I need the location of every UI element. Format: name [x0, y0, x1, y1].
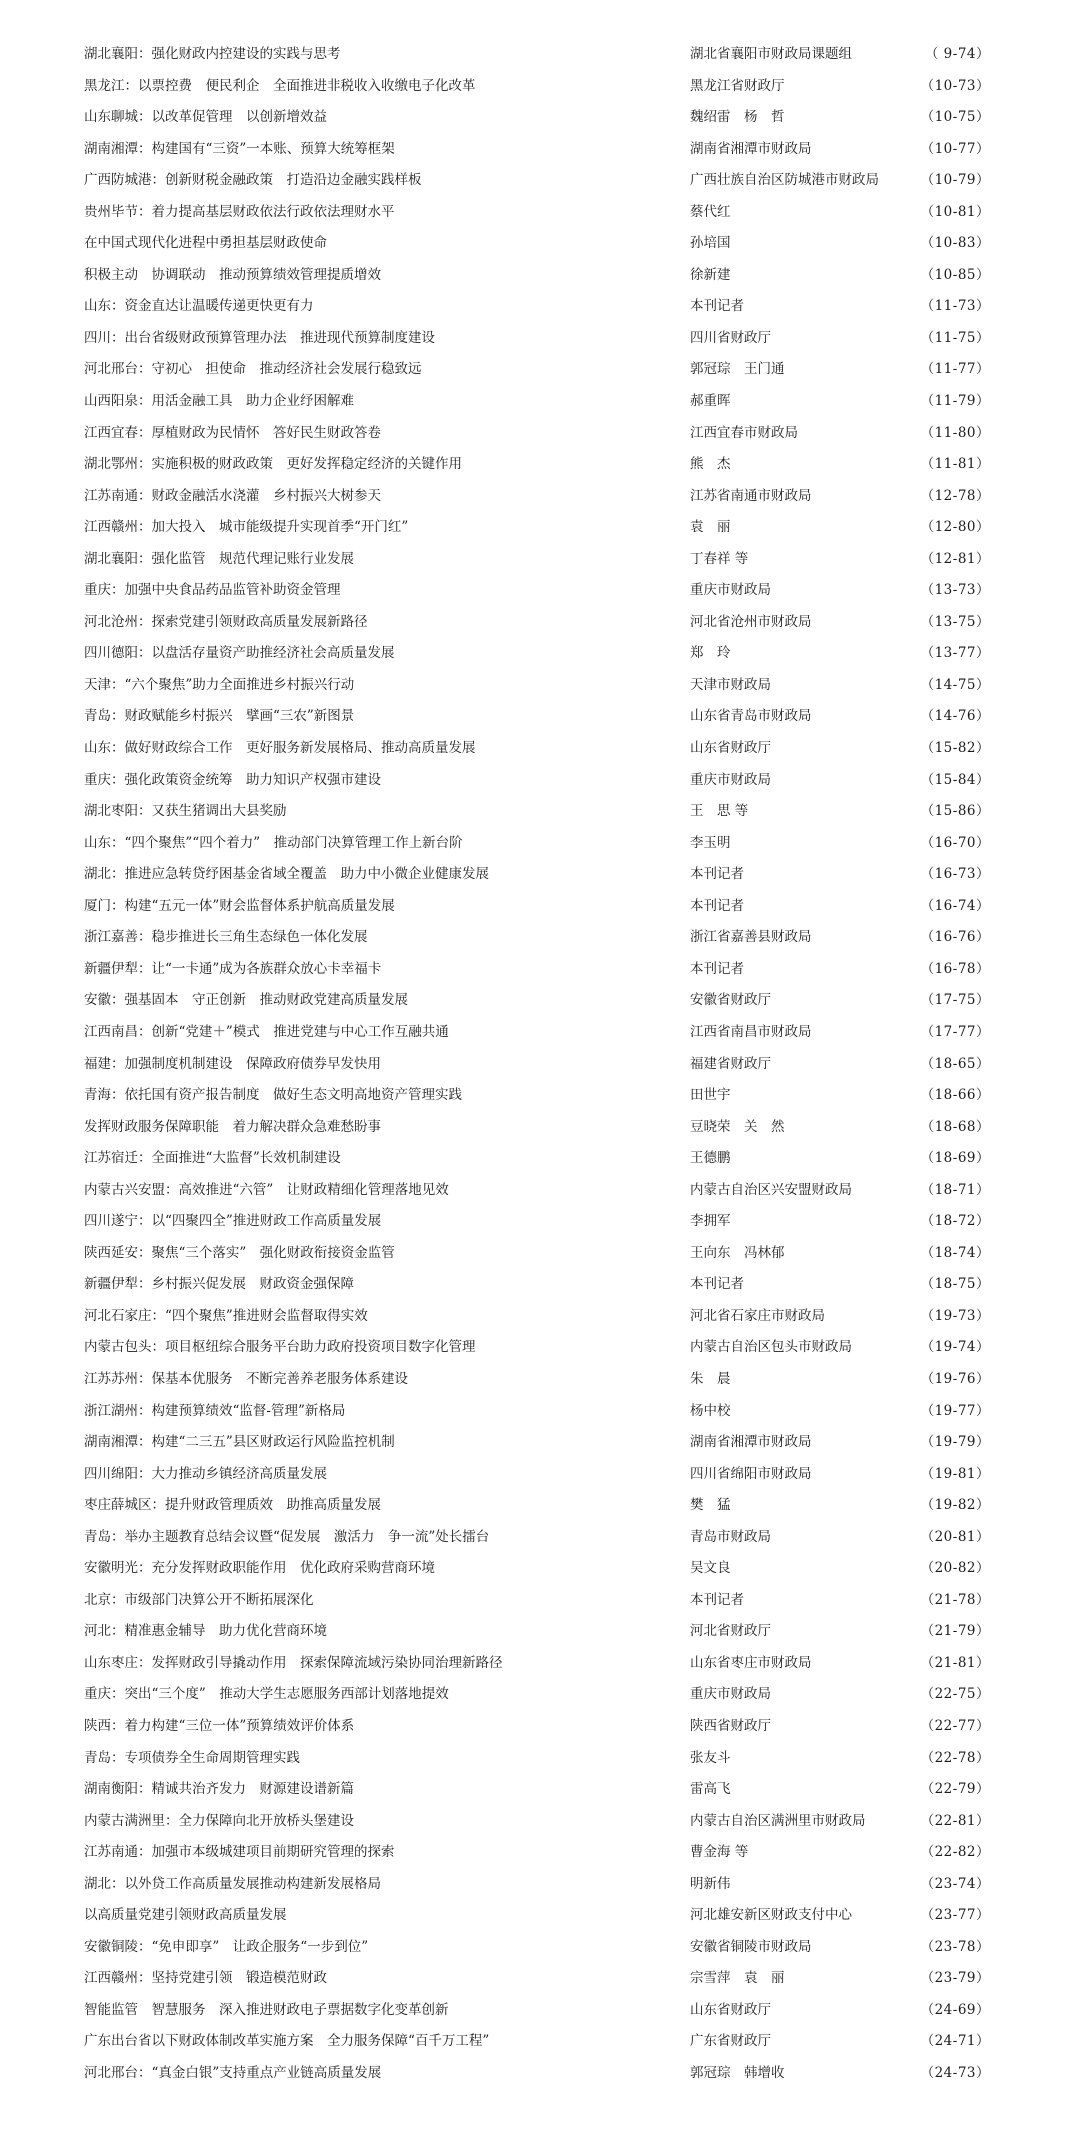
index-entry — [0, 139, 1080, 171]
index-entry — [0, 1716, 1080, 1748]
entry-author: 李拥军 — [690, 1213, 731, 1230]
entry-author: 本刊记者 — [690, 960, 744, 977]
entry-issue-page: （21-79） — [920, 1623, 990, 1640]
entry-issue-page: （11-80） — [920, 424, 990, 441]
entry-title: 安徽：强基固本 守正创新 推动财政党建高质量发展 — [84, 992, 408, 1009]
entry-author: 徐新建 — [690, 266, 731, 283]
entry-author: 魏绍雷 杨 哲 — [690, 109, 785, 126]
entry-title: 湖北襄阳：强化监管 规范代理记账行业发展 — [84, 550, 354, 567]
entry-issue-page: （19-74） — [920, 1339, 990, 1356]
entry-issue-page: （ 9-74） — [924, 46, 990, 62]
entry-issue-page: （16-70） — [920, 834, 990, 851]
index-entry — [0, 1464, 1080, 1496]
index-entry — [0, 1842, 1080, 1874]
entry-author: 曹金海 等 — [690, 1844, 749, 1861]
index-entry — [0, 486, 1080, 518]
index-entry — [0, 265, 1080, 297]
entry-issue-page: （11-77） — [920, 361, 990, 378]
index-entry — [0, 580, 1080, 612]
entry-author: 黑龙江省财政厅 — [690, 77, 785, 94]
index-entry — [0, 1590, 1080, 1622]
entry-title: 陕西延安：聚焦“三个落实” 强化财政衔接资金监管 — [84, 1244, 395, 1261]
entry-author: 山东省枣庄市财政局 — [690, 1654, 812, 1671]
entry-author: 浙江省嘉善县财政局 — [690, 929, 812, 946]
entry-issue-page: （15-86） — [920, 803, 990, 820]
entry-author: 陕西省财政厅 — [690, 1717, 771, 1734]
entry-issue-page: （22-78） — [920, 1749, 990, 1766]
entry-author: 广西壮族自治区防城港市财政局 — [690, 172, 879, 189]
entry-author: 孙培国 — [690, 235, 731, 252]
entry-title: 江西赣州：坚持党建引领 锻造模范财政 — [84, 1970, 327, 1987]
entry-issue-page: （23-78） — [920, 1938, 990, 1955]
entry-author: 江西宜春市财政局 — [690, 424, 798, 441]
entry-author: 本刊记者 — [690, 897, 744, 914]
entry-issue-page: （11-73） — [920, 298, 990, 315]
entry-author: 丁春祥 等 — [690, 550, 749, 567]
entry-title: 新疆伊犁：乡村振兴促发展 财政资金强保障 — [84, 1276, 354, 1293]
entry-author: 重庆市财政局 — [690, 582, 771, 599]
entry-issue-page: （19-73） — [920, 1307, 990, 1324]
entry-title: 安徽明光：充分发挥财政职能作用 优化政府采购营商环境 — [84, 1560, 435, 1577]
index-entry — [0, 549, 1080, 581]
entry-author: 蔡代红 — [690, 203, 731, 220]
entry-title: 新疆伊犁：让“一卡通”成为各族群众放心卡幸福卡 — [84, 960, 382, 977]
entry-author: 朱 晨 — [690, 1370, 731, 1387]
entry-issue-page: （10-81） — [920, 203, 990, 220]
entry-title: 智能监管 智慧服务 深入推进财政电子票据数字化变革创新 — [84, 2001, 449, 2018]
index-entry — [0, 1779, 1080, 1811]
index-entry — [0, 1558, 1080, 1590]
entry-issue-page: （17-75） — [920, 992, 990, 1009]
index-entry — [0, 1937, 1080, 1969]
index-entry — [0, 1148, 1080, 1180]
index-entry — [0, 801, 1080, 833]
entry-issue-page: （22-79） — [920, 1781, 990, 1798]
index-entry — [0, 76, 1080, 108]
index-entry — [0, 990, 1080, 1022]
entry-issue-page: （11-81） — [920, 456, 990, 473]
entry-issue-page: （24-73） — [920, 2065, 990, 2081]
entry-title: 湖南湘潭：构建“二三五”县区财政运行风险监控机制 — [84, 1434, 395, 1451]
entry-issue-page: （11-75） — [920, 329, 990, 346]
entry-title: 内蒙古包头：项目枢纽综合服务平台助力政府投资项目数字化管理 — [84, 1339, 476, 1356]
index-entry — [0, 833, 1080, 865]
entry-author: 郭冠琮 王门通 — [690, 361, 785, 378]
entry-issue-page: （11-79） — [920, 393, 990, 410]
entry-title: 江西南昌：创新“党建＋”模式 推进党建与中心工作互融共通 — [84, 1023, 449, 1040]
entry-author: 王德鹏 — [690, 1150, 731, 1167]
index-entry — [0, 1621, 1080, 1653]
entry-title: 重庆：强化政策资金统筹 助力知识产权强市建设 — [84, 771, 381, 788]
index-entry — [0, 233, 1080, 265]
index-entry — [0, 2063, 1080, 2095]
index-entry — [0, 2031, 1080, 2063]
index-entry — [0, 1022, 1080, 1054]
entry-issue-page: （14-75） — [920, 676, 990, 693]
index-entry — [0, 1117, 1080, 1149]
entry-author: 河北省沧州市财政局 — [690, 613, 812, 630]
index-entry — [0, 896, 1080, 928]
entry-author: 本刊记者 — [690, 1276, 744, 1293]
entry-title: 四川德阳：以盘活存量资产助推经济社会高质量发展 — [84, 645, 395, 662]
entry-title: 青海：依托国有资产报告制度 做好生态文明高地资产管理实践 — [84, 1087, 462, 1104]
entry-title: 江西赣州：加大投入 城市能级提升实现首季“开门红” — [84, 519, 409, 536]
entry-title: 北京：市级部门决算公开不断拓展深化 — [84, 1591, 314, 1608]
index-entry — [0, 1874, 1080, 1906]
entry-author: 重庆市财政局 — [690, 1686, 771, 1703]
entry-title: 湖北鄂州：实施积极的财政政策 更好发挥稳定经济的关键作用 — [84, 456, 462, 473]
entry-title: 山东：“四个聚焦”“四个着力” 推动部门决算管理工作上新台阶 — [84, 834, 463, 851]
entry-author: 内蒙古自治区兴安盟财政局 — [690, 1181, 852, 1198]
index-entry — [0, 2000, 1080, 2032]
index-entry — [0, 1085, 1080, 1117]
entry-title: 陕西：着力构建“三位一体”预算绩效评价体系 — [84, 1717, 355, 1734]
index-entry — [0, 1495, 1080, 1527]
entry-issue-page: （19-76） — [920, 1370, 990, 1387]
entry-title: 河北：精准惠金辅导 助力优化营商环境 — [84, 1623, 327, 1640]
entry-issue-page: （20-82） — [920, 1560, 990, 1577]
index-entry — [0, 328, 1080, 360]
index-entry — [0, 864, 1080, 896]
entry-issue-page: （10-75） — [920, 109, 990, 126]
index-entry — [0, 391, 1080, 423]
entry-title: 积极主动 协调联动 推动预算绩效管理提质增效 — [84, 266, 381, 283]
index-entry — [0, 44, 1080, 76]
entry-issue-page: （14-76） — [920, 708, 990, 725]
entry-author: 吴文良 — [690, 1560, 731, 1577]
entry-issue-page: （24-69） — [920, 2001, 990, 2018]
entry-author: 湖南省湘潭市财政局 — [690, 1434, 812, 1451]
entry-title: 山东：资金直达让温暖传递更快更有力 — [84, 298, 314, 315]
index-entry — [0, 959, 1080, 991]
entry-title: 湖北枣阳：又获生猪调出大县奖励 — [84, 803, 287, 820]
entry-issue-page: （12-80） — [920, 519, 990, 536]
index-entry — [0, 170, 1080, 202]
entry-title: 山东枣庄：发挥财政引导撬动作用 探索保障流域污染协同治理新路径 — [84, 1654, 503, 1671]
entry-issue-page: （18-71） — [920, 1181, 990, 1198]
index-entry — [0, 1527, 1080, 1559]
entry-author: 江苏省南通市财政局 — [690, 487, 812, 504]
entry-author: 山东省财政厅 — [690, 2001, 771, 2018]
index-entry — [0, 1211, 1080, 1243]
entry-issue-page: （18-68） — [920, 1118, 990, 1135]
entry-issue-page: （21-81） — [920, 1654, 990, 1671]
entry-title: 在中国式现代化进程中勇担基层财政使命 — [84, 235, 327, 252]
entry-title: 四川绵阳：大力推动乡镇经济高质量发展 — [84, 1465, 327, 1482]
entry-author: 明新伟 — [690, 1875, 731, 1892]
entry-author: 田世宇 — [690, 1087, 731, 1104]
index-entry — [0, 359, 1080, 391]
entry-title: 以高质量党建引领财政高质量发展 — [84, 1907, 287, 1924]
entry-title: 青岛：举办主题教育总结会议暨“促发展 激活力 争一流”处长擂台 — [84, 1528, 490, 1545]
entry-issue-page: （13-73） — [920, 582, 990, 599]
entry-issue-page: （12-81） — [920, 550, 990, 567]
entry-issue-page: （18-72） — [920, 1213, 990, 1230]
entry-issue-page: （19-77） — [920, 1402, 990, 1419]
index-entry — [0, 1401, 1080, 1433]
entry-title: 河北邢台：“真金白银”支持重点产业链高质量发展 — [84, 2065, 382, 2081]
entry-author: 郭冠琮 韩增收 — [690, 2065, 785, 2081]
entry-title: 湖北：推进应急转贷纾困基金省域全覆盖 助力中小微企业健康发展 — [84, 866, 489, 883]
entry-author: 重庆市财政局 — [690, 771, 771, 788]
entry-author: 本刊记者 — [690, 298, 744, 315]
entry-title: 湖北襄阳：强化财政内控建设的实践与思考 — [84, 46, 341, 62]
entry-author: 郝重晖 — [690, 393, 731, 410]
index-entry — [0, 612, 1080, 644]
entry-author: 湖北省襄阳市财政局课题组 — [690, 46, 852, 62]
index-entry — [0, 738, 1080, 770]
entry-author: 宗雪萍 袁 丽 — [690, 1970, 785, 1987]
index-entry — [0, 1811, 1080, 1843]
entry-issue-page: （18-66） — [920, 1087, 990, 1104]
entry-issue-page: （23-79） — [920, 1970, 990, 1987]
entry-author: 豆晓荣 关 然 — [690, 1118, 785, 1135]
entry-author: 山东省财政厅 — [690, 740, 771, 757]
entry-author: 王向东 冯林郁 — [690, 1244, 785, 1261]
entry-issue-page: （19-81） — [920, 1465, 990, 1482]
entry-issue-page: （19-82） — [920, 1497, 990, 1514]
entry-title: 广东出台省以下财政体制改革实施方案 全力服务保障“百千万工程” — [84, 2033, 490, 2050]
entry-title: 山东聊城：以改革促管理 以创新增效益 — [84, 109, 327, 126]
index-entry — [0, 517, 1080, 549]
entry-issue-page: （19-79） — [920, 1434, 990, 1451]
entry-title: 江苏南通：财政金融活水浇灌 乡村振兴大树参天 — [84, 487, 381, 504]
index-entry — [0, 675, 1080, 707]
index-entry — [0, 770, 1080, 802]
index-entry — [0, 927, 1080, 959]
entry-title: 内蒙古满洲里：全力保障向北开放桥头堡建设 — [84, 1812, 354, 1829]
index-entry — [0, 1054, 1080, 1086]
entry-title: 福建：加强制度机制建设 保障政府债券早发快用 — [84, 1055, 381, 1072]
entry-title: 内蒙古兴安盟：高效推进“六管” 让财政精细化管理落地见效 — [84, 1181, 449, 1198]
entry-title: 重庆：加强中央食品药品监管补助资金管理 — [84, 582, 341, 599]
index-entry — [0, 1905, 1080, 1937]
index-entry — [0, 1243, 1080, 1275]
entry-issue-page: （24-71） — [920, 2033, 990, 2050]
entry-author: 湖南省湘潭市财政局 — [690, 140, 812, 157]
entry-issue-page: （16-73） — [920, 866, 990, 883]
entry-issue-page: （16-74） — [920, 897, 990, 914]
entry-title: 江苏宿迁：全面推进“大监督”长效机制建设 — [84, 1150, 341, 1167]
index-entry — [0, 1337, 1080, 1369]
entry-title: 广西防城港：创新财税金融政策 打造沿边金融实践样板 — [84, 172, 422, 189]
entry-issue-page: （12-78） — [920, 487, 990, 504]
entry-issue-page: （23-74） — [920, 1875, 990, 1892]
entry-title: 江苏苏州：保基本优服务 不断完善养老服务体系建设 — [84, 1370, 408, 1387]
entry-author: 雷高飞 — [690, 1781, 731, 1798]
entry-author: 内蒙古自治区满洲里市财政局 — [690, 1812, 866, 1829]
index-entry — [0, 1306, 1080, 1338]
entry-issue-page: （23-77） — [920, 1907, 990, 1924]
index-entry — [0, 296, 1080, 328]
index-entry — [0, 1684, 1080, 1716]
entry-title: 贵州毕节：着力提高基层财政依法行政依法理财水平 — [84, 203, 395, 220]
entry-title: 青岛：财政赋能乡村振兴 擘画“三农”新图景 — [84, 708, 355, 725]
entry-title: 安徽铜陵：“免申即享” 让政企服务“一步到位” — [84, 1938, 369, 1955]
entry-title: 河北石家庄：“四个聚焦”推进财会监督取得实效 — [84, 1307, 368, 1324]
entry-issue-page: （20-81） — [920, 1528, 990, 1545]
entry-issue-page: （22-77） — [920, 1717, 990, 1734]
entry-author: 福建省财政厅 — [690, 1055, 771, 1072]
entry-author: 山东省青岛市财政局 — [690, 708, 812, 725]
entry-title: 江西宜春：厚植财政为民情怀 答好民生财政答卷 — [84, 424, 381, 441]
entry-issue-page: （22-82） — [920, 1844, 990, 1861]
index-entry — [0, 454, 1080, 486]
entry-title: 浙江湖州：构建预算绩效“监督-管理”新格局 — [84, 1402, 346, 1419]
entry-issue-page: （15-84） — [920, 771, 990, 788]
entry-author: 熊 杰 — [690, 456, 731, 473]
entry-author: 安徽省铜陵市财政局 — [690, 1938, 812, 1955]
entry-issue-page: （16-76） — [920, 929, 990, 946]
entry-issue-page: （15-82） — [920, 740, 990, 757]
index-entry — [0, 202, 1080, 234]
entry-issue-page: （21-78） — [920, 1591, 990, 1608]
entry-author: 樊 猛 — [690, 1497, 731, 1514]
entry-title: 四川遂宁：以“四聚四全”推进财政工作高质量发展 — [84, 1213, 382, 1230]
entry-author: 广东省财政厅 — [690, 2033, 771, 2050]
entry-author: 江西省南昌市财政局 — [690, 1023, 812, 1040]
index-entry — [0, 423, 1080, 455]
entry-issue-page: （17-77） — [920, 1023, 990, 1040]
index-entry — [0, 1432, 1080, 1464]
entry-author: 李玉明 — [690, 834, 731, 851]
entry-issue-page: （16-78） — [920, 960, 990, 977]
entry-issue-page: （13-77） — [920, 645, 990, 662]
entry-title: 黑龙江：以票控费 便民利企 全面推进非税收入收缴电子化改革 — [84, 77, 476, 94]
entry-title: 湖南湘潭：构建国有“三资”一本账、预算大统筹框架 — [84, 140, 395, 157]
entry-issue-page: （13-75） — [920, 613, 990, 630]
entry-title: 河北沧州：探索党建引领财政高质量发展新路径 — [84, 613, 368, 630]
entry-title: 天津：“六个聚焦”助力全面推进乡村振兴行动 — [84, 676, 355, 693]
entry-author: 河北省石家庄市财政局 — [690, 1307, 825, 1324]
index-entry — [0, 1274, 1080, 1306]
entry-title: 厦门：构建“五元一体”财会监督体系护航高质量发展 — [84, 897, 395, 914]
entry-author: 天津市财政局 — [690, 676, 771, 693]
entry-issue-page: （18-65） — [920, 1055, 990, 1072]
entry-issue-page: （22-75） — [920, 1686, 990, 1703]
entry-author: 安徽省财政厅 — [690, 992, 771, 1009]
entry-issue-page: （22-81） — [920, 1812, 990, 1829]
index-entry — [0, 1968, 1080, 2000]
entry-author: 河北省财政厅 — [690, 1623, 771, 1640]
entry-title: 山西阳泉：用活金融工具 助力企业纾困解难 — [84, 393, 354, 410]
entry-issue-page: （18-75） — [920, 1276, 990, 1293]
index-entry — [0, 1369, 1080, 1401]
index-entry — [0, 1653, 1080, 1685]
entry-author: 本刊记者 — [690, 1591, 744, 1608]
entry-author: 王 思 等 — [690, 803, 749, 820]
entry-title: 重庆：突出“三个度” 推动大学生志愿服务西部计划落地提效 — [84, 1686, 449, 1703]
entry-issue-page: （18-69） — [920, 1150, 990, 1167]
entry-title: 枣庄薛城区：提升财政管理质效 助推高质量发展 — [84, 1497, 381, 1514]
entry-author: 四川省财政厅 — [690, 329, 771, 346]
index-entry — [0, 643, 1080, 675]
entry-title: 发挥财政服务保障职能 着力解决群众急难愁盼事 — [84, 1118, 381, 1135]
entry-title: 山东：做好财政综合工作 更好服务新发展格局、推动高质量发展 — [84, 740, 476, 757]
entry-title: 湖南衡阳：精诚共治齐发力 财源建设谱新篇 — [84, 1781, 354, 1798]
entry-author: 张友斗 — [690, 1749, 731, 1766]
entry-issue-page: （10-79） — [920, 172, 990, 189]
entry-author: 杨中校 — [690, 1402, 731, 1419]
entry-title: 浙江嘉善：稳步推进长三角生态绿色一体化发展 — [84, 929, 368, 946]
entry-title: 青岛：专项债券全生命周期管理实践 — [84, 1749, 300, 1766]
entry-title: 江苏南通：加强市本级城建项目前期研究管理的探索 — [84, 1844, 395, 1861]
entry-author: 内蒙古自治区包头市财政局 — [690, 1339, 852, 1356]
entry-author: 四川省绵阳市财政局 — [690, 1465, 812, 1482]
article-index-list — [0, 44, 1080, 2095]
entry-title: 河北邢台：守初心 担使命 推动经济社会发展行稳致远 — [84, 361, 422, 378]
index-entry — [0, 706, 1080, 738]
index-entry — [0, 1748, 1080, 1780]
entry-issue-page: （10-73） — [920, 77, 990, 94]
entry-issue-page: （10-85） — [920, 266, 990, 283]
entry-author: 本刊记者 — [690, 866, 744, 883]
entry-title: 湖北：以外贷工作高质量发展推动构建新发展格局 — [84, 1875, 381, 1892]
index-entry — [0, 1180, 1080, 1212]
entry-issue-page: （10-83） — [920, 235, 990, 252]
entry-author: 青岛市财政局 — [690, 1528, 771, 1545]
entry-issue-page: （18-74） — [920, 1244, 990, 1261]
index-entry — [0, 107, 1080, 139]
entry-author: 河北雄安新区财政支付中心 — [690, 1907, 852, 1924]
entry-author: 袁 丽 — [690, 519, 731, 536]
entry-issue-page: （10-77） — [920, 140, 990, 157]
entry-title: 四川：出台省级财政预算管理办法 推进现代预算制度建设 — [84, 329, 435, 346]
entry-author: 郑 玲 — [690, 645, 731, 662]
